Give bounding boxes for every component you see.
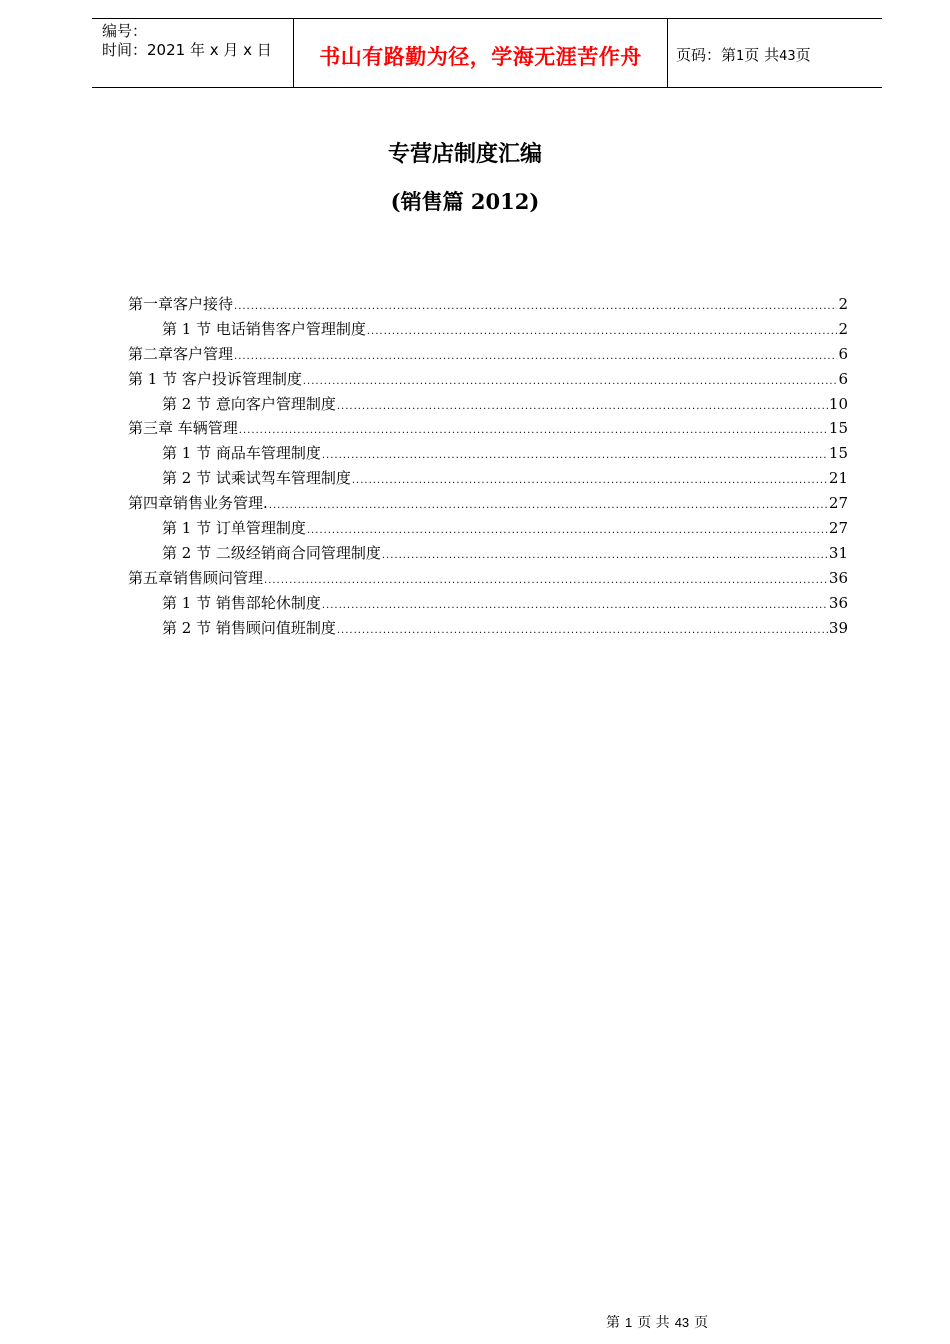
toc-entry-page: 36	[828, 593, 848, 612]
header-page-indicator	[676, 44, 811, 65]
header-divider	[667, 19, 668, 87]
toc-entry[interactable]	[128, 617, 848, 642]
toc-entry-label: 第 1 节 销售部轮休制度	[162, 593, 321, 612]
document-subtitle: (销售篇 2012)	[390, 189, 540, 214]
page-header	[92, 18, 882, 88]
toc-entry[interactable]	[128, 567, 848, 592]
toc-entry[interactable]	[128, 318, 848, 343]
page-footer	[606, 1312, 708, 1332]
toc-entry-page: 21	[828, 469, 848, 488]
toc-leader-dots	[382, 551, 828, 561]
toc-leader-dots	[337, 626, 828, 636]
toc-entry-label: 第二章客户管理	[128, 344, 234, 363]
toc-entry-label: 第 1 节 商品车管理制度	[162, 444, 321, 463]
toc-leader-dots	[322, 601, 828, 611]
toc-entry-label: 第 2 节 试乘试驾车管理制度	[162, 469, 351, 488]
page-prefix: 页码：第	[676, 46, 737, 64]
toc-entry-page: 27	[828, 519, 848, 538]
toc-entry[interactable]	[128, 343, 848, 368]
page-mid: 页 共	[744, 46, 780, 64]
toc-entry[interactable]	[128, 542, 848, 567]
toc-entry[interactable]	[128, 368, 848, 393]
toc-entry-label: 第 2 节 意向客户管理制度	[162, 394, 336, 413]
toc-entry-label: 第 2 节 二级经销商合同管理制度	[162, 543, 381, 562]
toc-leader-dots	[234, 352, 837, 362]
toc-entry-page: 39	[828, 618, 848, 637]
toc-entry[interactable]	[128, 467, 848, 492]
serial-label: 编号：	[102, 22, 148, 40]
page-total: 43	[779, 49, 796, 64]
toc-entry[interactable]	[128, 592, 848, 617]
toc-entry[interactable]	[128, 417, 848, 442]
page-number: 1	[736, 49, 745, 64]
footer-suffix: 页	[694, 1315, 709, 1331]
toc-entry[interactable]	[128, 393, 848, 418]
toc-entry-page: 2	[838, 319, 848, 338]
toc-entry-page: 27	[828, 494, 848, 513]
toc-entry[interactable]	[128, 293, 848, 318]
toc-leader-dots	[239, 426, 828, 436]
toc-entry-page: 6	[838, 344, 848, 363]
toc-entry-label: 第四章销售业务管理.	[128, 494, 268, 513]
toc-leader-dots	[269, 501, 828, 511]
toc-entry-label: 第 2 节 销售顾问值班制度	[162, 618, 336, 637]
toc-leader-dots	[352, 476, 828, 486]
footer-page-total: 43	[674, 1315, 690, 1330]
toc-leader-dots	[303, 377, 838, 387]
toc-leader-dots	[337, 402, 828, 412]
page-suffix: 页	[795, 46, 811, 64]
toc-entry-label: 第五章销售顾问管理	[128, 568, 264, 587]
toc-entry-label: 第 1 节 订单管理制度	[162, 519, 306, 538]
toc-entry-page: 15	[828, 444, 848, 463]
footer-page-number: 1	[625, 1315, 633, 1330]
footer-prefix: 第	[606, 1315, 620, 1331]
toc-leader-dots	[234, 302, 837, 312]
toc-entry-page: 2	[838, 295, 848, 313]
footer-mid: 页 共	[637, 1315, 670, 1331]
toc-entry-label: 第三章 车辆管理	[128, 419, 238, 438]
toc-entry[interactable]	[128, 517, 848, 542]
date-label: 时间：2021 年 x 月 x 日	[102, 41, 272, 59]
toc-entry[interactable]	[128, 442, 848, 467]
toc-entry-page: 31	[828, 543, 848, 562]
toc-leader-dots	[264, 576, 828, 586]
toc-leader-dots	[307, 526, 828, 536]
toc-leader-dots	[322, 451, 828, 461]
table-of-contents	[128, 293, 848, 641]
toc-entry-label: 第一章客户接待	[128, 295, 234, 313]
toc-entry-page: 36	[828, 568, 848, 587]
toc-entry-label: 第 1 节 电话销售客户管理制度	[162, 319, 366, 338]
toc-entry-page: 15	[828, 419, 848, 438]
document-title: 专营店制度汇编	[387, 141, 542, 167]
toc-entry-page: 6	[838, 369, 848, 388]
header-meta	[102, 22, 272, 60]
toc-leader-dots	[367, 327, 838, 337]
toc-entry-label: 第 1 节 客户投诉管理制度	[128, 369, 302, 388]
toc-entry[interactable]	[128, 492, 848, 517]
toc-entry-page: 10	[828, 394, 848, 413]
header-motto: 书山有路勤为径，学海无涯苦作舟	[319, 44, 642, 69]
